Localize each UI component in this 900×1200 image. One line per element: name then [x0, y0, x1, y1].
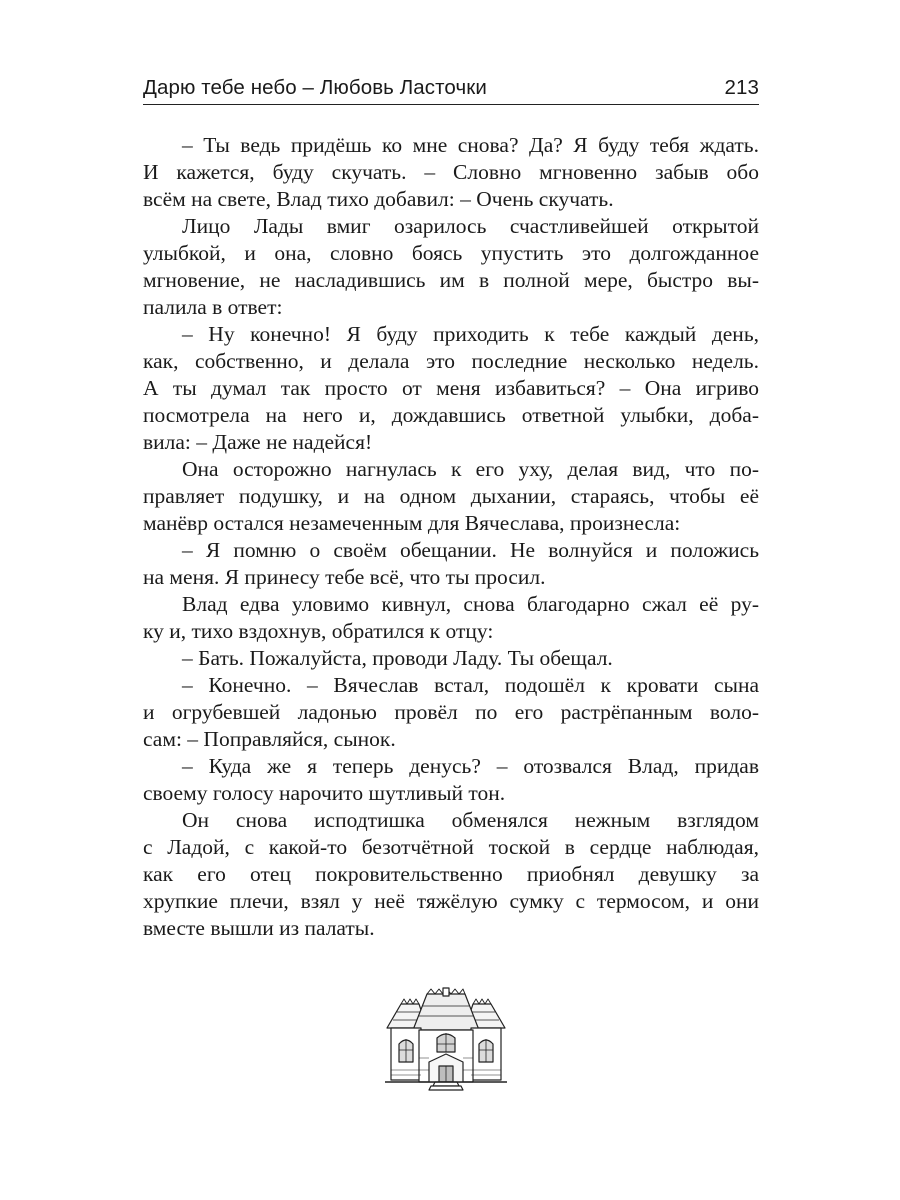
paragraph	[143, 213, 759, 321]
paragraph	[143, 672, 759, 753]
text-line: – Я помню о своём обещании. Не волнуйся и положись	[182, 538, 759, 562]
text-line: вила: – Даже не надейся!	[143, 430, 373, 454]
text-line: – Конечно. – Вячеслав встал, подошёл к кровати сына	[182, 673, 759, 697]
text-line: Влад едва уловимо кивнул, снова благодарно сжал её ру-	[182, 592, 759, 616]
text-line: на меня. Я принесу тебе всё, что ты просил.	[143, 565, 546, 589]
text-line: как, собственно, и делала это последние несколько недель.	[143, 349, 759, 373]
paragraph	[143, 753, 759, 807]
text-line: ку и, тихо вздохнув, обратился к отцу:	[143, 619, 494, 643]
paragraph	[143, 132, 759, 213]
text-line: – Куда же я теперь денусь? – отозвался Влад, придав	[182, 754, 759, 778]
text-line: улыбкой, и она, словно боясь упустить это долгожданное	[143, 241, 759, 265]
text-line: с Ладой, с какой-то безотчётной тоской в сердце наблюдая,	[143, 835, 759, 859]
header-rule	[143, 104, 759, 105]
paragraph	[143, 591, 759, 645]
text-line: сам: – Поправляйся, сынок.	[143, 727, 396, 751]
book-title: Дарю тебе небо – Любовь Ласточки	[143, 76, 487, 99]
text-line: – Ну конечно! Я буду приходить к тебе каждый день,	[182, 322, 759, 346]
text-line: Он снова исподтишка обменялся нежным взглядом	[182, 808, 759, 832]
text-line: И кажется, буду скучать. – Словно мгновенно забыв обо	[143, 160, 759, 184]
text-line: – Бать. Пожалуйста, проводи Ладу. Ты обещал.	[182, 646, 613, 670]
text-line: всём на свете, Влад тихо добавил: – Очень скучать.	[143, 187, 614, 211]
text-line: своему голосу нарочито шутливый тон.	[143, 781, 506, 805]
text-line: хрупкие плечи, взял у неё тяжёлую сумку с термосом, и они	[143, 889, 759, 913]
paragraph	[143, 321, 759, 456]
text-line: палила в ответ:	[143, 295, 283, 319]
paragraph	[143, 456, 759, 537]
text-line: А ты думал так просто от меня избавиться? – Она игриво	[143, 376, 759, 400]
text-line: как его отец покровительственно приобнял девушку за	[143, 862, 759, 886]
text-line: вместе вышли из палаты.	[143, 916, 375, 940]
paragraph	[143, 807, 759, 942]
text-line: – Ты ведь придёшь ко мне снова? Да? Я буду тебя ждать.	[182, 133, 759, 157]
paragraph	[143, 645, 759, 672]
text-line: правляет подушку, и на одном дыхании, стараясь, чтобы её	[143, 484, 759, 508]
text-line: Она осторожно нагнулась к его уху, делая вид, что по-	[182, 457, 759, 481]
text-line: посмотрела на него и, дождавшись ответной улыбки, доба-	[143, 403, 759, 427]
body-text	[143, 132, 759, 942]
text-line: мгновение, не насладившись им в полной мере, быстро вы-	[143, 268, 759, 292]
page-number: 213	[724, 76, 759, 99]
text-line: и огрубевшей ладонью провёл по его растрёпанным воло-	[143, 700, 759, 724]
text-line: Лицо Лады вмиг озарилось счастливейшей открытой	[182, 214, 759, 238]
house-ornament-icon	[383, 986, 509, 1092]
running-head	[143, 72, 759, 104]
paragraph	[143, 537, 759, 591]
text-line: манёвр остался незамеченным для Вячеслава, произнесла:	[143, 511, 681, 535]
